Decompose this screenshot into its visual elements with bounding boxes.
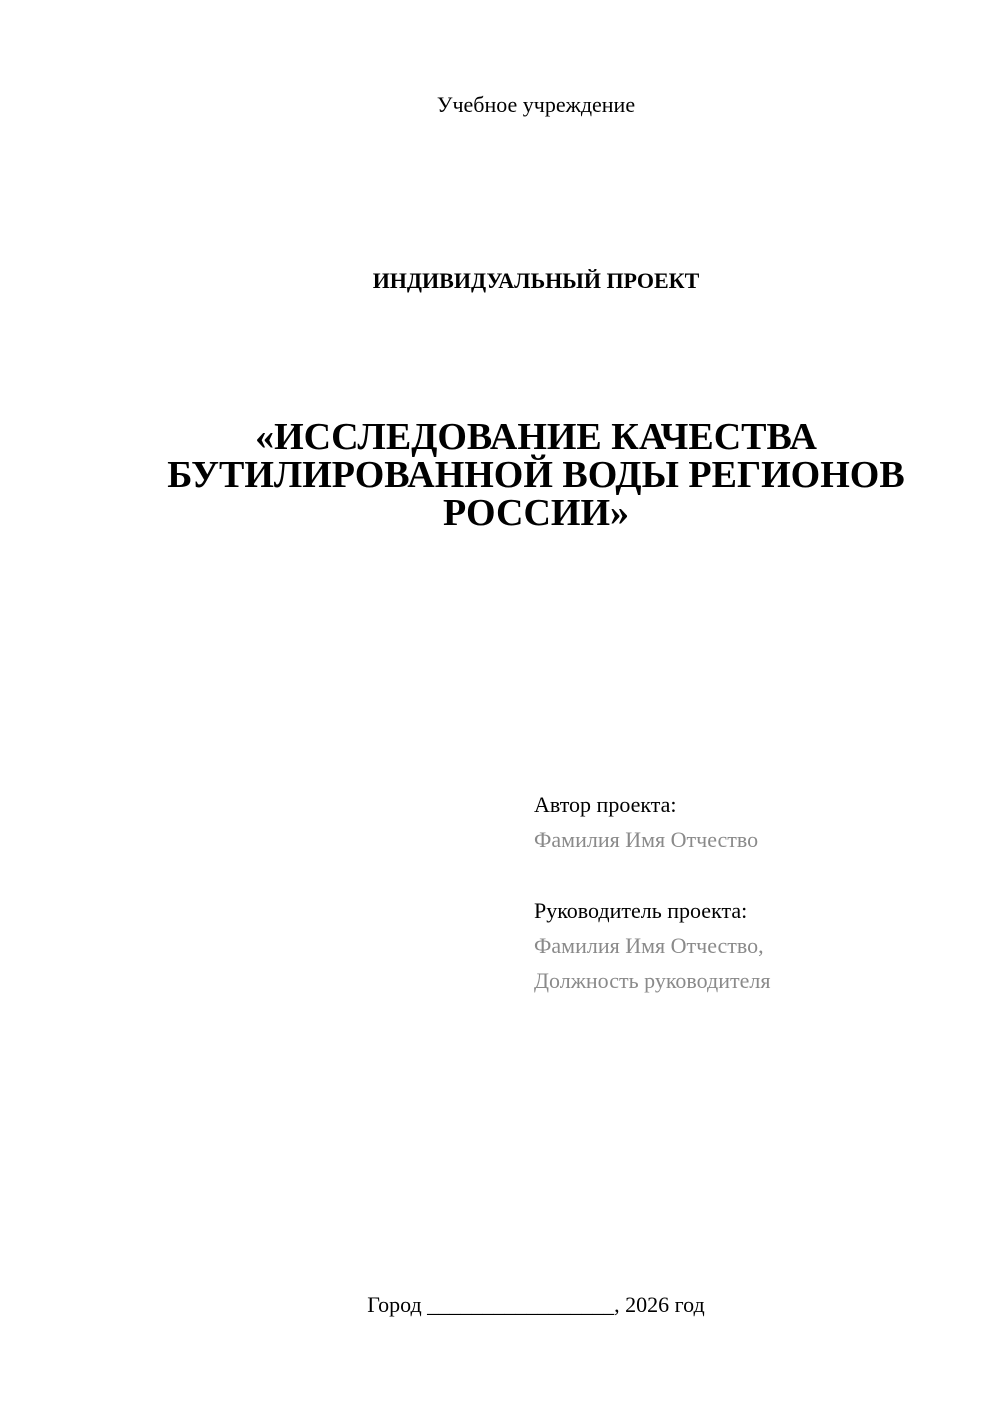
supervisor-name: Фамилия Имя Отчество, bbox=[534, 933, 764, 958]
city-year-line: Город _________________, 2026 год bbox=[367, 1292, 705, 1317]
author-name: Фамилия Имя Отчество bbox=[534, 827, 759, 852]
document-kind-heading: ИНДИВИДУАЛЬНЫЙ ПРОЕКТ bbox=[372, 268, 700, 293]
supervisor-label: Руководитель проекта: bbox=[534, 898, 748, 923]
signature-spacer bbox=[534, 857, 974, 893]
signature-block bbox=[534, 787, 974, 998]
supervisor-position: Должность руководителя bbox=[534, 968, 771, 993]
document-title: «ИССЛЕДОВАНИЕ КАЧЕСТВА БУТИЛИРОВАННОЙ ВОДЫ РЕГИОНОВ РОССИИ» bbox=[167, 416, 905, 534]
institution-name: Учебное учреждение bbox=[436, 92, 636, 117]
author-label: Автор проекта: bbox=[534, 792, 677, 817]
